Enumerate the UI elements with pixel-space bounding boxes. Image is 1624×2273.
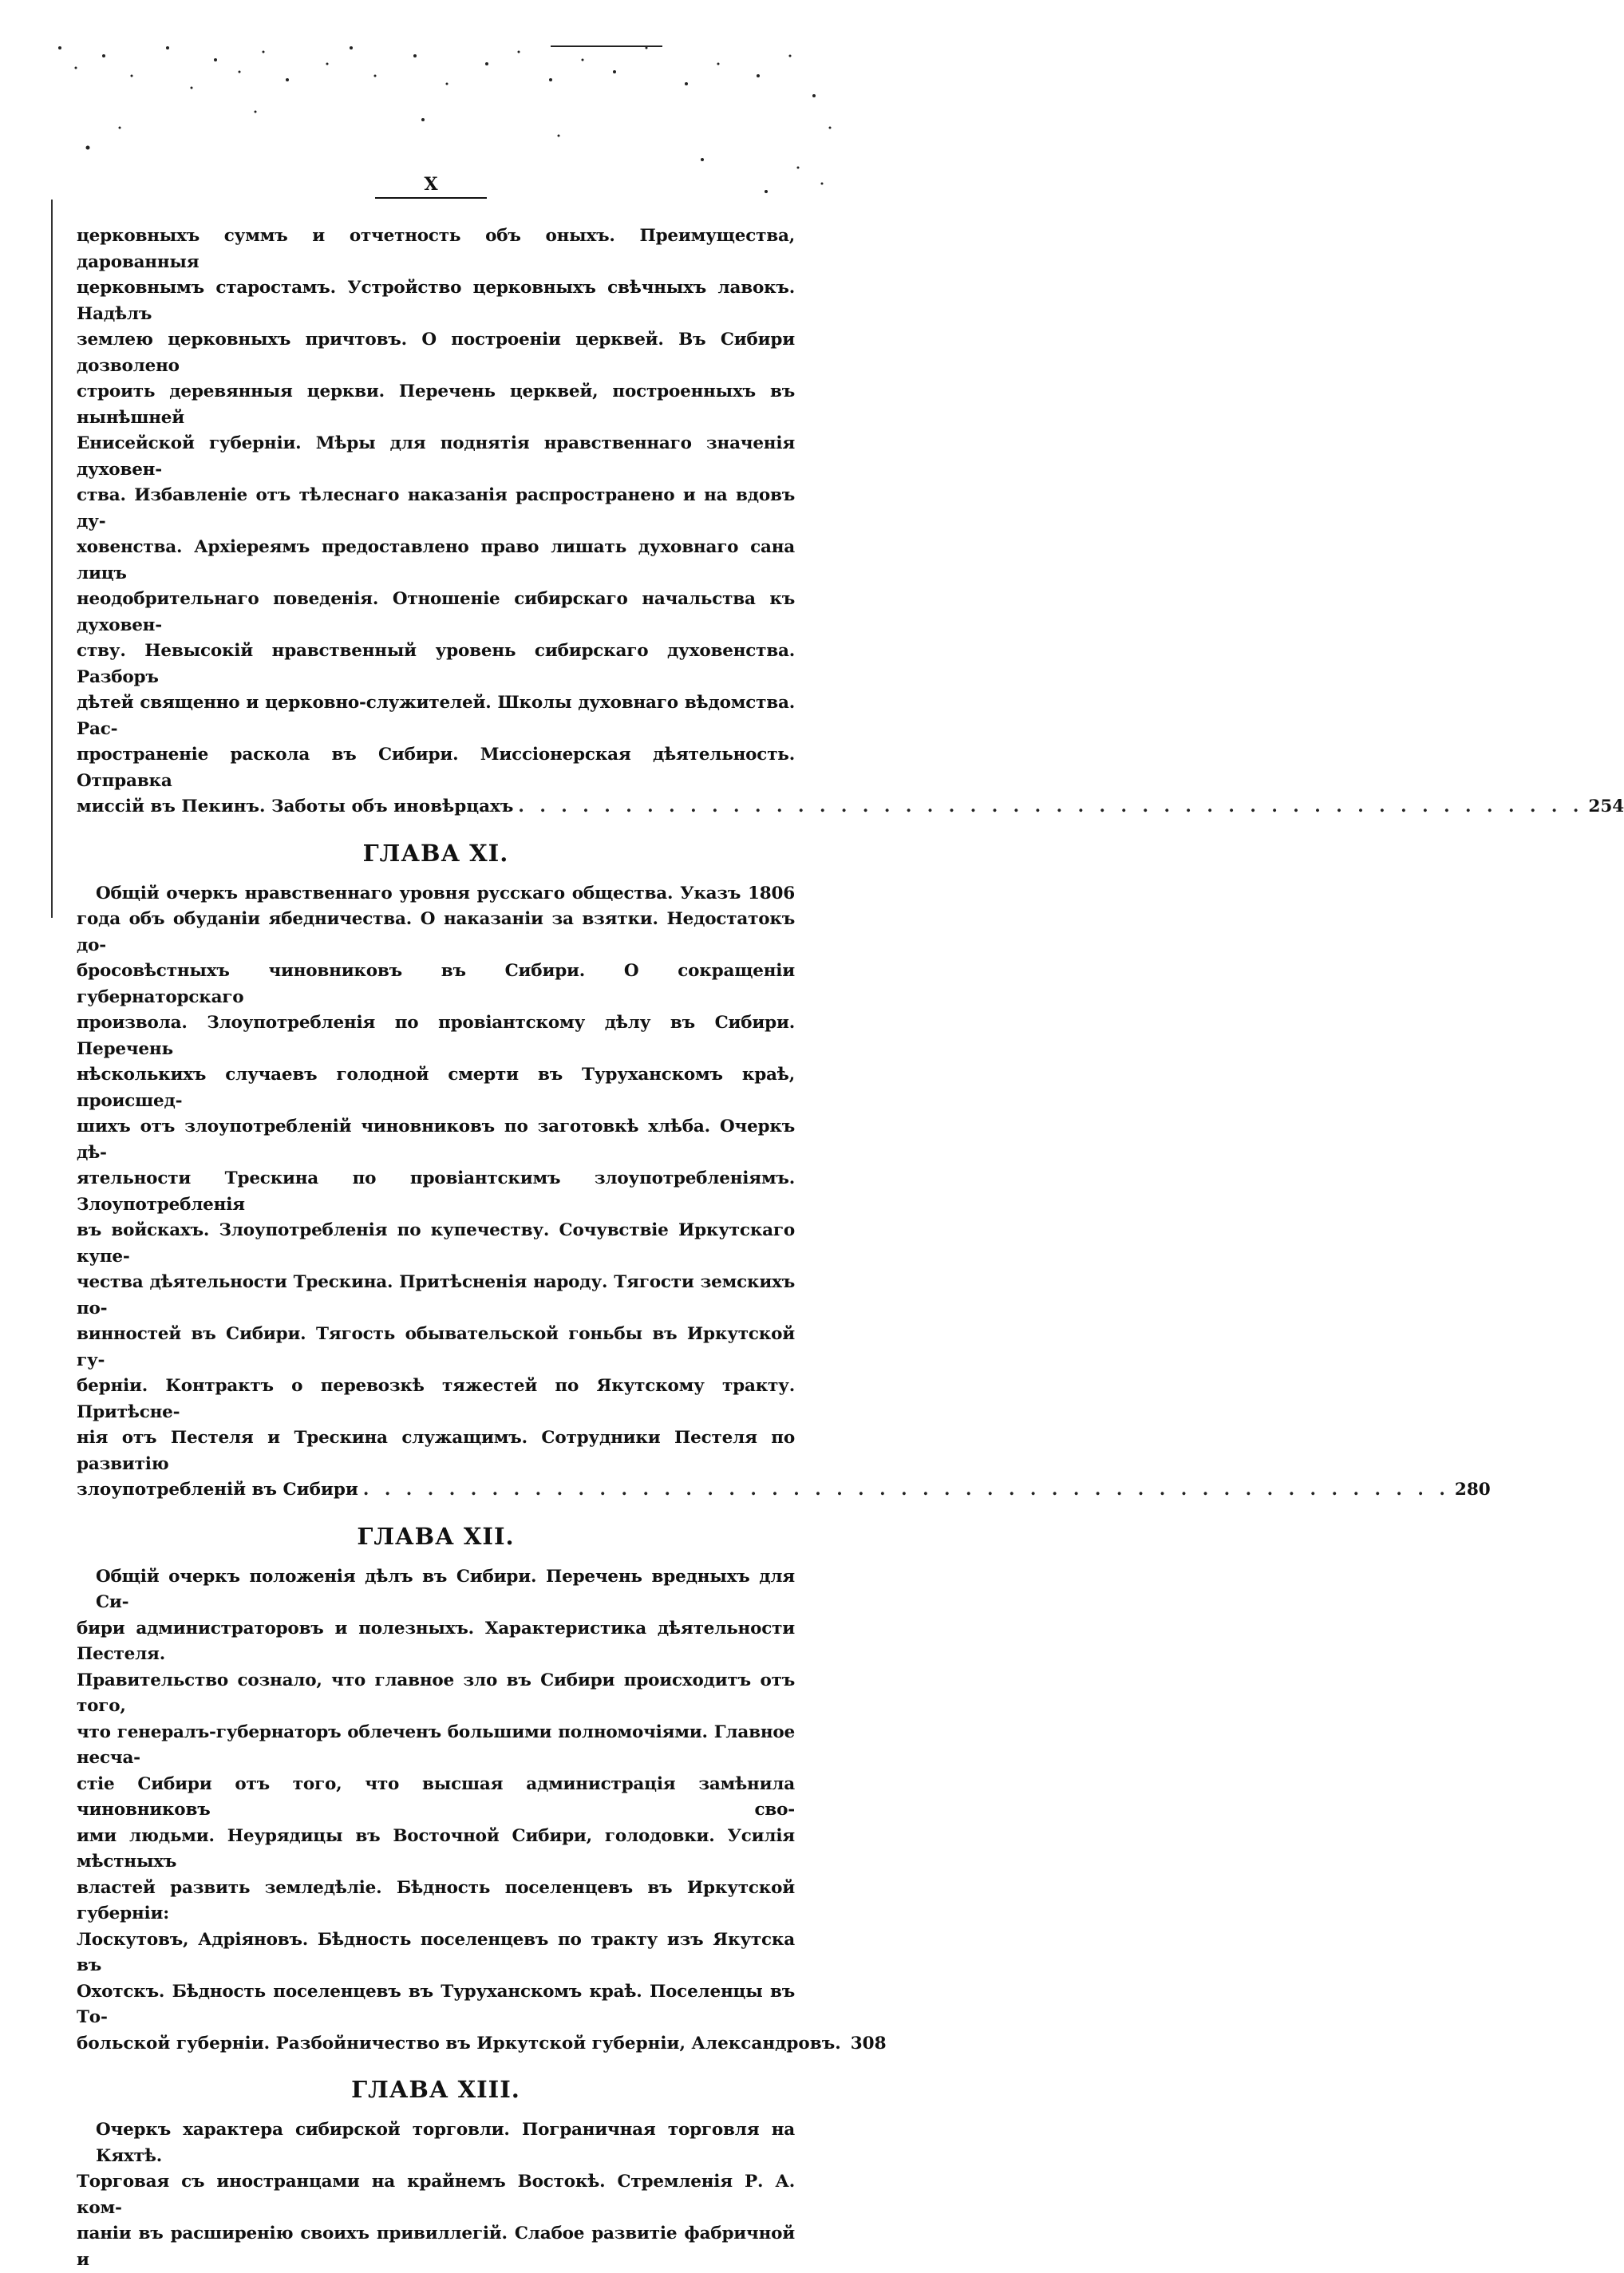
text-line: властей развить земледѣліе. Бѣдность поселенцевъ въ Иркутской губерніи: [77, 1877, 795, 1923]
toc-last-line [77, 1477, 1491, 1504]
text-line: Правительство сознало, что главное зло въ Сибири происходитъ отъ того, [77, 1670, 795, 1716]
page-ref: 280 [1454, 1480, 1491, 1500]
page-number-rule [375, 197, 487, 199]
text-line: церковныхъ суммъ и отчетность объ оныхъ. Преимущества, дарованныя [77, 226, 795, 272]
text-line: Общій очеркъ нравственнаго уровня русскаго общества. Указъ 1806 [96, 883, 795, 903]
text-line: ства. Избавленіе отъ тѣлеснаго наказанія распространено и на вдовъ ду- [77, 485, 795, 532]
text-line: бросовѣстныхъ чиновниковъ въ Сибири. О сокращеніи губернаторскаго [77, 961, 795, 1007]
entry-lines [77, 2117, 795, 2273]
page-number: X [424, 174, 438, 195]
text-line: паніи въ расширенію своихъ привиллегій. Слабое развитіе фабричной и [77, 2224, 795, 2270]
text-line: ими людьми. Неурядицы въ Восточной Сибири, голодовки. Усилія мѣстныхъ [77, 1825, 795, 1872]
text-line: строить деревянныя церкви. Перечень церквей, построенныхъ въ нынѣшней [77, 381, 795, 428]
text-line: церковнымъ старостамъ. Устройство церковныхъ свѣчныхъ лавокъ. Надѣлъ [77, 278, 795, 324]
text-line: дѣтей священно и церковно-служителей. Школы духовнаго вѣдомства. Рас- [77, 693, 795, 739]
text-line: Очеркъ характера сибирской торговли. Пограничная торговля на Кяхтѣ. [96, 2120, 795, 2166]
text-line: чества дѣятельности Трескина. Притѣсненія народу. Тягости земскихъ по- [77, 1272, 795, 1318]
leader-dots: . . . . . . . . . . . . . . . . . . . . . . . . . . . . . . . . . . . . . . . . . . . . . . . . . . . [362, 1480, 1450, 1500]
toc-entry-chapter-xi [77, 881, 1491, 1504]
table-of-contents [77, 223, 1624, 2273]
toc-last-line [77, 2031, 887, 2058]
entry-lines [77, 881, 795, 1478]
toc-entry-continuation [77, 223, 1624, 820]
text-line: Общій очеркъ положенія дѣлъ въ Сибири. Перечень вредныхъ для Си- [96, 1566, 795, 1612]
text-line: въ войскахъ. Злоупотребленія по купечеству. Сочувствіе Иркутскаго купе- [77, 1220, 795, 1267]
last-line-text: больской губерніи. Разбойничество въ Иркутской губерніи, Александровъ. [77, 2033, 841, 2054]
text-line: Охотскъ. Бѣдность поселенцевъ въ Туруханскомъ краѣ. Поселенцы въ То- [77, 1981, 795, 2027]
text-line: ховенства. Архіереямъ предоставлено право лишать духовнаго сана лицъ [77, 537, 795, 583]
last-line-text: миссій въ Пекинъ. Заботы объ иновѣрцахъ [77, 797, 514, 816]
text-line: Лоскутовъ, Адріяновъ. Бѣдность поселенцевъ по тракту изъ Якутска въ [77, 1929, 795, 1975]
text-line: что генералъ-губернаторъ облеченъ большими полномочіями. Главное несча- [77, 1722, 795, 1768]
text-line: бири администраторовъ и полезныхъ. Характеристика дѣятельности Пестеля. [77, 1618, 795, 1664]
text-line: Торговая съ иностранцами на крайнемъ Востокѣ. Стремленія Р. А. ком- [77, 2172, 795, 2218]
text-line: берніи. Контрактъ о перевозкѣ тяжестей по Якутскому тракту. Притѣсне- [77, 1376, 795, 1422]
text-line: землею церковныхъ причтовъ. О построеніи церквей. Въ Сибири дозволено [77, 330, 795, 376]
text-line: шихъ отъ злоупотребленій чиновниковъ по заготовкѣ хлѣба. Очеркъ дѣ- [77, 1117, 795, 1163]
entry-lines [77, 223, 795, 794]
text-line: Енисейской губерніи. Мѣры для поднятія нравственнаго значенія духовен- [77, 433, 795, 480]
margin-rule [51, 200, 53, 918]
text-line: ятельности Трескина по провіантскимъ злоупотребленіямъ. Злоупотребленія [77, 1168, 795, 1215]
text-line: неодобрительнаго поведенія. Отношеніе сибирскаго начальства къ духовен- [77, 589, 795, 635]
text-line: винностей въ Сибири. Тягость обывательской гоньбы въ Иркутской гу- [77, 1324, 795, 1370]
page-ref: 308 [850, 2033, 887, 2054]
text-line: произвола. Злоупотребленія по провіантскому дѣлу въ Сибири. Перечень [77, 1013, 795, 1059]
chapter-title: ГЛАВА XI. [362, 839, 509, 867]
text-line: нѣсколькихъ случаевъ голодной смерти въ Туруханскомъ краѣ, происшед- [77, 1065, 795, 1111]
chapter-title: ГЛАВА XII. [357, 1522, 515, 1550]
text-line: нія отъ Пестеля и Трескина служащимъ. Сотрудники Пестеля по развитію [77, 1428, 795, 1474]
last-line-text: злоупотребленій въ Сибири [77, 1480, 358, 1500]
toc-entry-chapter-xii [77, 1564, 887, 2058]
toc-last-line [77, 794, 1624, 820]
text-line: ству. Невысокій нравственный уровень сибирскаго духовенства. Разборъ [77, 641, 795, 687]
chapter-title: ГЛАВА XIII. [351, 2076, 520, 2103]
page-ref: 254 [1588, 797, 1624, 816]
leader-dots: . . . . . . . . . . . . . . . . . . . . . . . . . . . . . . . . . . . . . . . . . . . . . . . . . . [518, 797, 1584, 816]
text-line: стіе Сибири отъ того, что высшая администрація замѣнила чиновниковъ сво- [77, 1773, 795, 1820]
scan-speckle-noise [0, 0, 910, 239]
text-line: года объ обуданіи ябедничества. О наказаніи за взятки. Недостатокъ до- [77, 909, 795, 955]
entry-lines [77, 1564, 795, 2031]
text-line: пространеніе раскола въ Сибири. Миссіонерская дѣятельность. Отправка [77, 745, 795, 791]
toc-entry-chapter-xiii [77, 2117, 795, 2273]
